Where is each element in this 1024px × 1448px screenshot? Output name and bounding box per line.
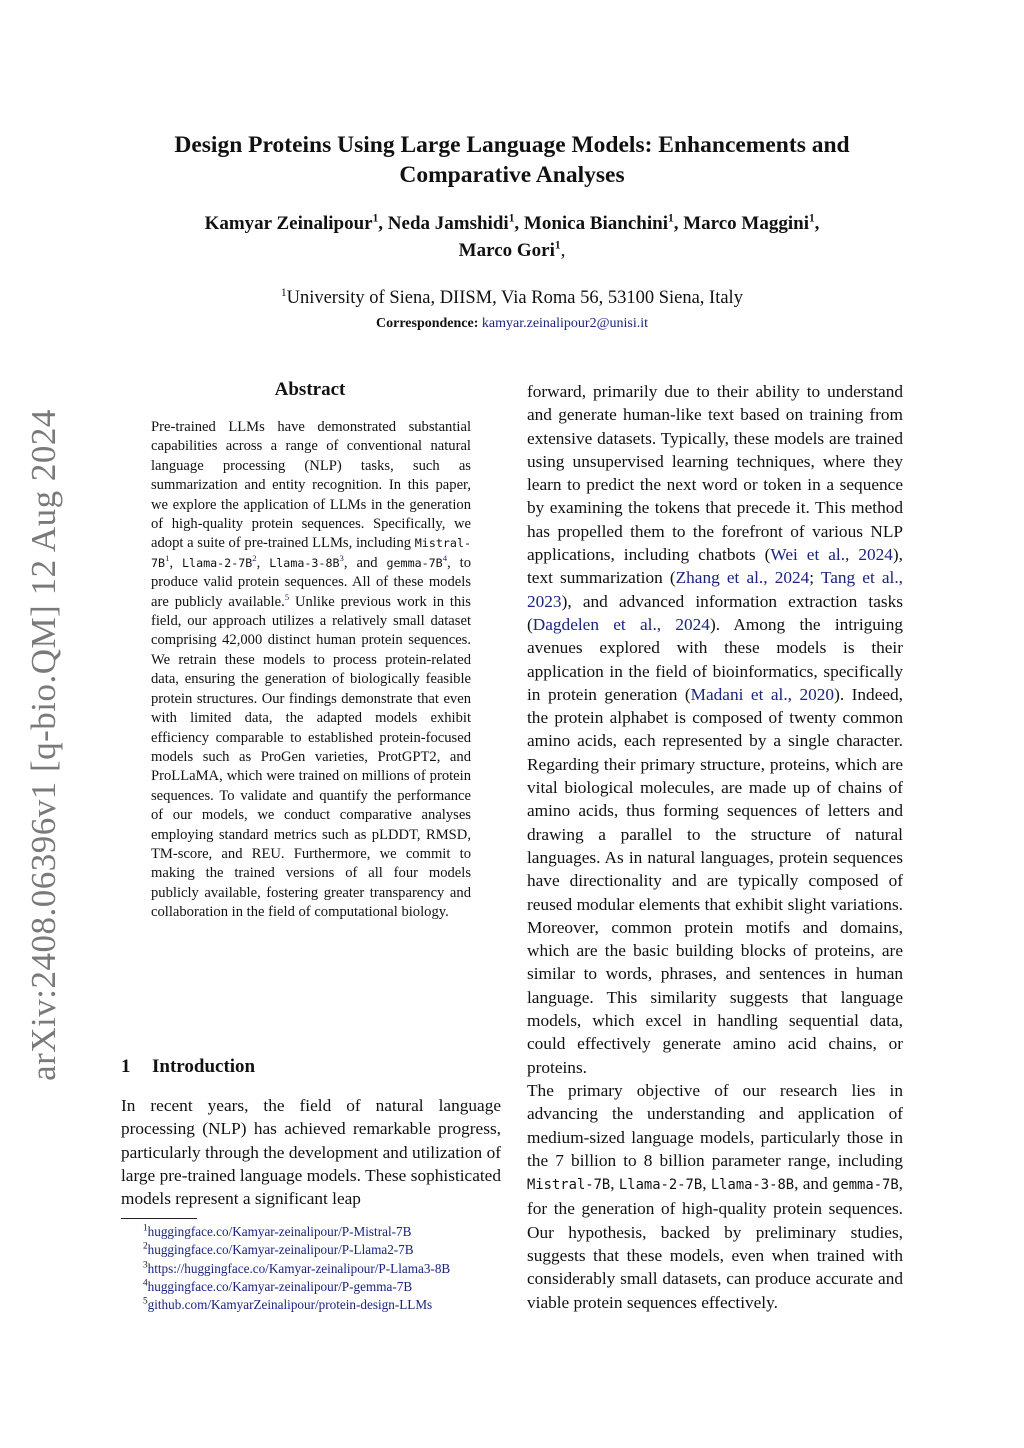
affiliation-text: University of Siena, DIISM, Via Roma 56, 53100 Siena, Italy — [286, 288, 743, 308]
abstract-text-part: Pre-trained LLMs have demonstrated substantial capabilities across a range of conventional natural language processing (NLP) tasks, such as summarization and entity recognition. In this paper, we explore the application of LLMs in the generation of high-quality protein sequences. Specifically, we adopt a suite of pre-trained LLMs, including — [151, 419, 471, 552]
abstract-text-part: Unlike previous work in this field, our approach utilizes a relatively small dataset comprising 42,000 distinct human protein sequences. We retrain these models to process protein-related data, ensuring the generation of biologically feasible protein structures. Our findings demonstrate that even with limited data, the adapted models exhibit efficiency comparable to established protein-focused models such as ProGen varieties, ProtGPT2, and ProLLaMA, which were trained on millions of protein sequences. To validate and quantify the performance of our models, we conduct comparative analyses employing standard metrics such as pLDDT, RMSD, TM-score, and REU. Furthermore, we commit to making the trained versions of all four models publicly available, fostering greater transparency and collaboration in the field of computational biology. — [151, 593, 471, 921]
footnote-item — [121, 1296, 501, 1314]
body-paragraph — [527, 380, 903, 1079]
abstract-text-part: , — [169, 554, 183, 571]
body-text-part: , for the generation of high-quality protein sequences. Our hypothesis, backed by preliminary studies, suggests that these models, even when trained with considerably small datasets, can produce accurate and viable protein sequences effectively. — [527, 1174, 903, 1312]
author-affiliation-mark: 1 — [554, 239, 561, 252]
correspondence-label: Correspondence: — [376, 316, 479, 331]
arxiv-id-text: arXiv:2408.06396v1 [q-bio.QM] 12 Aug 2024 — [24, 409, 63, 1081]
author-separator: , — [378, 213, 388, 234]
abstract-text-part: , to produce valid protein sequences. All of these models are publicly available. — [151, 554, 472, 610]
introduction-paragraph: In recent years, the field of natural language processing (NLP) has achieved remarkable progress, particularly through the development and utilization of large pre-trained language models. These sophisticated models represent a significant leap — [121, 1096, 501, 1209]
section-heading-introduction — [121, 1056, 501, 1078]
model-name: Llama-2-7B — [618, 1177, 703, 1194]
model-name: gemma-7B — [832, 1177, 899, 1194]
footnote-mark: 3 — [143, 1259, 148, 1270]
footnote-ref[interactable]: 2 — [252, 552, 257, 563]
author-affiliation-mark: 1 — [508, 212, 515, 225]
citation-link[interactable]: Wei et al., 2024 — [770, 545, 893, 565]
footnote-link[interactable]: github.com/KamyarZeinalipour/protein-design-LLMs — [147, 1297, 433, 1313]
section-number: 1 — [121, 1056, 131, 1077]
footnote-link[interactable]: huggingface.co/Kamyar-zeinalipour/P-gemma-7B — [147, 1278, 413, 1294]
footnote-mark: 2 — [143, 1240, 148, 1251]
footnote-link[interactable]: huggingface.co/Kamyar-zeinalipour/P-Mistral-7B — [147, 1224, 412, 1239]
footnote-ref[interactable]: 1 — [165, 552, 170, 563]
footnote-divider — [121, 1218, 197, 1219]
model-name: Llama-3-8B — [710, 1177, 795, 1194]
body-text-part: ). Among the intriguing avenues explored with these models is their application in the field of bioinformatics, specifically in protein generation ( — [527, 614, 904, 704]
body-text-part: forward, primarily due to their ability to understand and generate human-like text based on training from extensive datasets. Typically, these models are trained using unsupervised learning techniques, where they learn to predict the next word or token in a sequence by examining the tokens that precede it. This method has propelled them to the forefront of various NLP applications, including chatbots ( — [527, 382, 903, 565]
body-text-part: ). Indeed, the protein alphabet is composed of twenty common amino acids, each represented by a single character. Regarding their primary structure, proteins, which are vital biological molecules, are made up of chains of amino acids, thus forming sequences of letters and drawing a parallel to the structure of natural languages. As in natural languages, protein sequences have directionality and are typically composed of reused modular elements that exhibit slight variations. Moreover, common protein motifs and domains, which are the basic building blocks of proteins, are similar to words, phrases, and sentences in human language. This similarity suggests that language models, which excel in handling sequential data, could effectively generate amino acid chains, or proteins. — [527, 684, 903, 1077]
author-affiliation-mark: 1 — [372, 212, 379, 225]
citation-link[interactable]: Tang et al., 2023 — [527, 568, 903, 611]
footnote-item — [121, 1278, 501, 1296]
footnote-ref[interactable]: 5 — [284, 591, 290, 602]
footnote-mark: 1 — [143, 1222, 148, 1233]
footnote-item — [121, 1241, 501, 1259]
author-separator: , — [673, 213, 684, 234]
citation-link[interactable]: Madani et al., 2020 — [690, 684, 835, 704]
author-name: Kamyar Zeinalipour — [204, 213, 373, 234]
author-name: Marco Gori — [458, 240, 555, 261]
body-text-part: , — [610, 1174, 619, 1194]
model-name: Llama-3-8B — [269, 555, 340, 570]
author-affiliation-mark: 1 — [668, 212, 674, 225]
arxiv-identifier-stamp — [14, 409, 74, 1081]
body-text-part: , — [702, 1174, 711, 1194]
body-text-part: ), and advanced information extraction tasks ( — [527, 591, 903, 634]
footnote-mark: 4 — [143, 1277, 148, 1288]
abstract-text-part: , — [256, 554, 270, 571]
author-name: Monica Bianchini — [523, 213, 668, 234]
correspondence-email-link[interactable]: kamyar.zeinalipour2@unisi.it — [481, 316, 648, 331]
footnote-mark: 5 — [143, 1295, 148, 1306]
footnote-item — [121, 1223, 501, 1241]
paper-title: Design Proteins Using Large Language Models: Enhancements and Comparative Analyses — [174, 132, 850, 188]
body-text-part: , and — [794, 1174, 833, 1194]
abstract-body — [151, 418, 471, 923]
abstract-text-part: , and — [343, 554, 387, 571]
author-list — [120, 210, 904, 264]
body-paragraph — [527, 1079, 903, 1314]
body-text-part: ), text summarization ( — [527, 545, 903, 588]
author-separator: , — [514, 213, 524, 234]
body-text-part: ; — [809, 568, 821, 588]
affiliation — [120, 286, 904, 310]
author-affiliation-mark: 1 — [808, 212, 815, 225]
right-column — [527, 380, 903, 1314]
citation-link[interactable]: Zhang et al., 2024 — [675, 568, 810, 588]
footnote-ref[interactable]: 3 — [339, 552, 344, 563]
author-name: Neda Jamshidi — [387, 213, 509, 234]
model-name: Llama-2-7B — [182, 555, 253, 570]
footnote-link[interactable]: huggingface.co/Kamyar-zeinalipour/P-Llama2-7B — [147, 1242, 414, 1258]
model-name: gemma-7B — [386, 555, 443, 570]
footnote-ref[interactable]: 4 — [442, 552, 448, 563]
body-text-part: The primary objective of our research lies in advancing the understanding and application of medium-sized language models, particularly those in the 7 billion to 8 billion parameter range, including — [527, 1080, 903, 1170]
correspondence — [120, 315, 904, 333]
citation-link[interactable]: Dagdelen et al., 2024 — [532, 614, 710, 634]
author-name: Marco Maggini — [683, 213, 809, 234]
affiliation-mark: 1 — [281, 286, 287, 299]
abstract-heading: Abstract — [274, 379, 346, 400]
author-separator: , — [560, 240, 566, 261]
footnote-link[interactable]: https://huggingface.co/Kamyar-zeinalipour/P-Llama3-8B — [147, 1260, 451, 1276]
footnotes — [121, 1223, 501, 1314]
model-name: Mistral-7B — [151, 536, 471, 570]
author-separator: , — [814, 213, 820, 234]
section-title: Introduction — [152, 1056, 256, 1077]
model-name: Mistral-7B — [527, 1177, 611, 1194]
footnote-item — [121, 1260, 501, 1278]
